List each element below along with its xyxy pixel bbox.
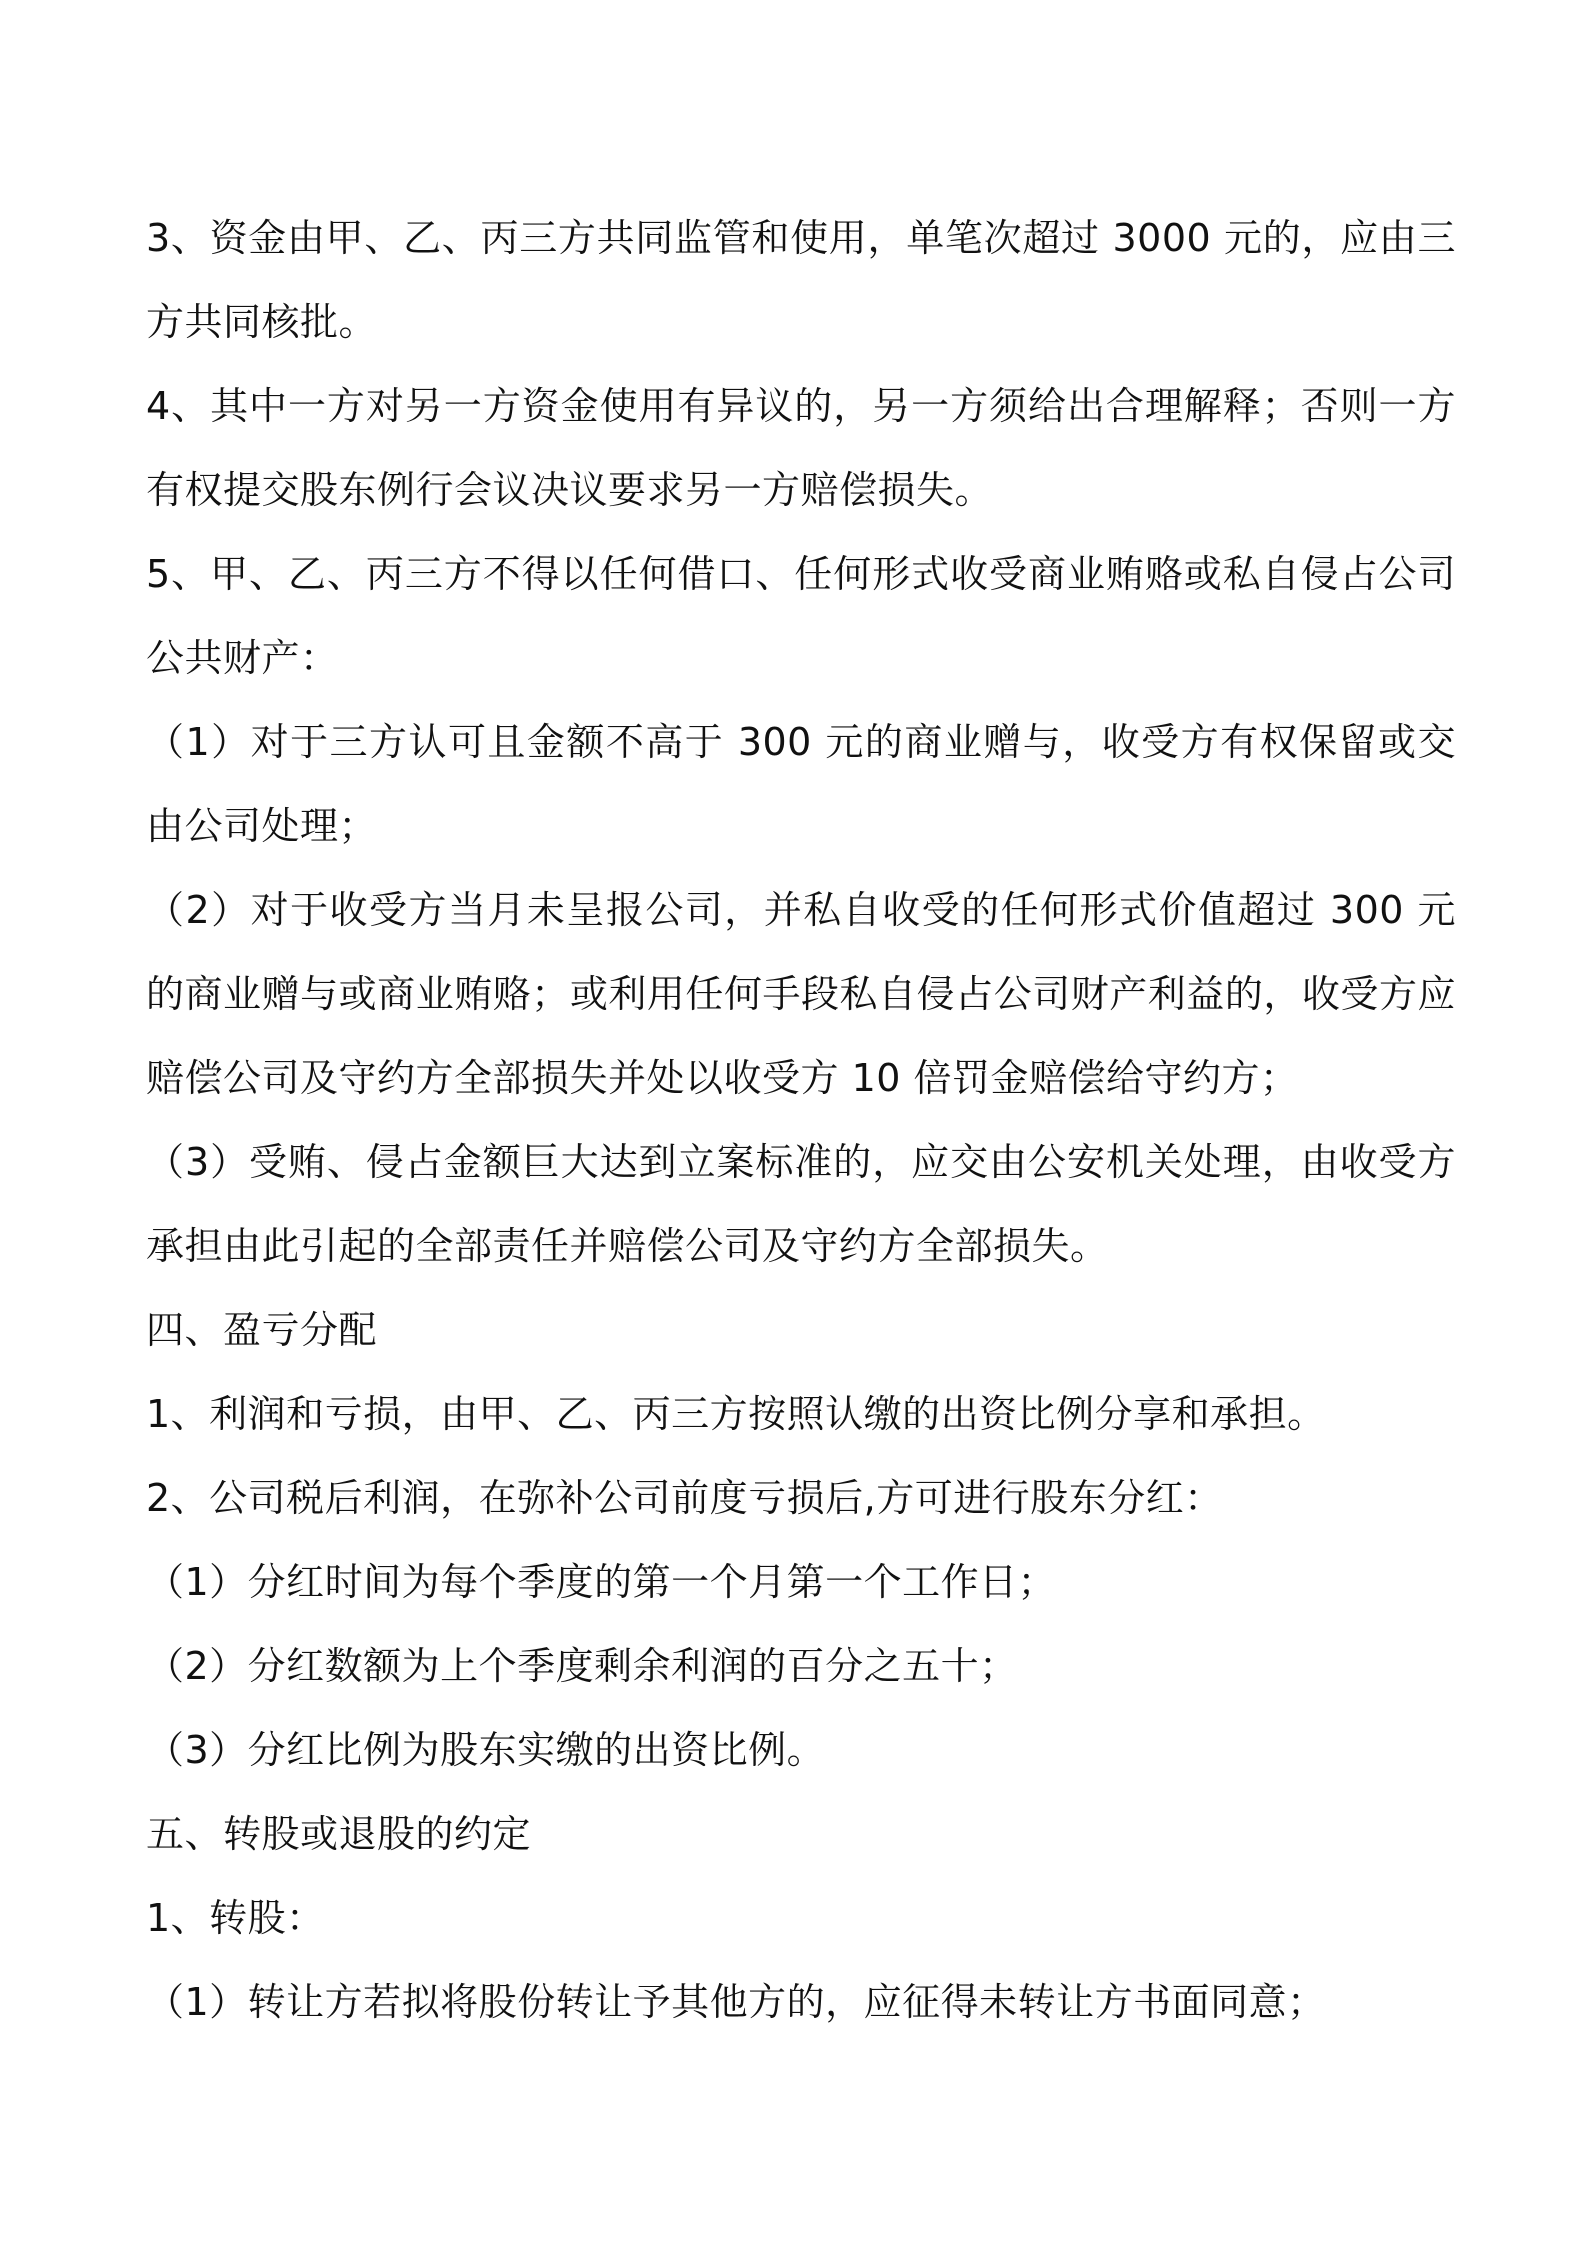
paragraph-sub-3-police: （3）受贿、侵占金额巨大达到立案标准的，应交由公安机关处理，由收受方承担由此引起的全部责任并赔偿公司及守约方全部损失。 [146, 1140, 1456, 1268]
paragraph-dividend: 2、公司税后利润，在弥补公司前度亏损后,方可进行股东分红： [146, 1476, 1223, 1520]
paragraph-bribery-prohibition: 5、甲、乙、丙三方不得以任何借口、任何形式收受商业贿赂或私自侵占公司公共财产： [146, 552, 1456, 680]
paragraph-objection-explanation: 4、其中一方对另一方资金使用有异议的，另一方须给出合理解释；否则一方有权提交股东例行会议决议要求另一方赔偿损失。 [146, 384, 1456, 512]
section-heading-profit-loss: 四、盈亏分配 [146, 1308, 378, 1352]
document-body [146, 196, 1456, 2044]
paragraph-capital-supervision: 3、资金由甲、乙、丙三方共同监管和使用，单笔次超过 3000 元的，应由三方共同核批。 [146, 216, 1456, 344]
section-heading-share-transfer: 五、转股或退股的约定 [146, 1812, 532, 1856]
paragraph-sub-dividend-time: （1）分红时间为每个季度的第一个月第一个工作日； [146, 1560, 1057, 1604]
paragraph-profit-sharing: 1、利润和亏损，由甲、乙、丙三方按照认缴的出资比例分享和承担。 [146, 1392, 1326, 1436]
paragraph-sub-1-gift: （1）对于三方认可且金额不高于 300 元的商业赠与，收受方有权保留或交由公司处理； [146, 720, 1456, 848]
paragraph-sub-dividend-ratio: （3）分红比例为股东实缴的出资比例。 [146, 1728, 826, 1772]
paragraph-transfer: 1、转股： [146, 1896, 325, 1940]
paragraph-sub-dividend-amount: （2）分红数额为上个季度剩余利润的百分之五十； [146, 1644, 1018, 1688]
paragraph-sub-transfer-consent: （1）转让方若拟将股份转让予其他方的，应征得未转让方书面同意； [146, 1980, 1326, 2024]
paragraph-sub-2-penalty: （2）对于收受方当月未呈报公司，并私自收受的任何形式价值超过 300 元的商业赠与或商业贿赂；或利用任何手段私自侵占公司财产利益的，收受方应赔偿公司及守约方全部损失并处以收受方 10 倍罚金赔偿给守约方； [146, 888, 1456, 1100]
